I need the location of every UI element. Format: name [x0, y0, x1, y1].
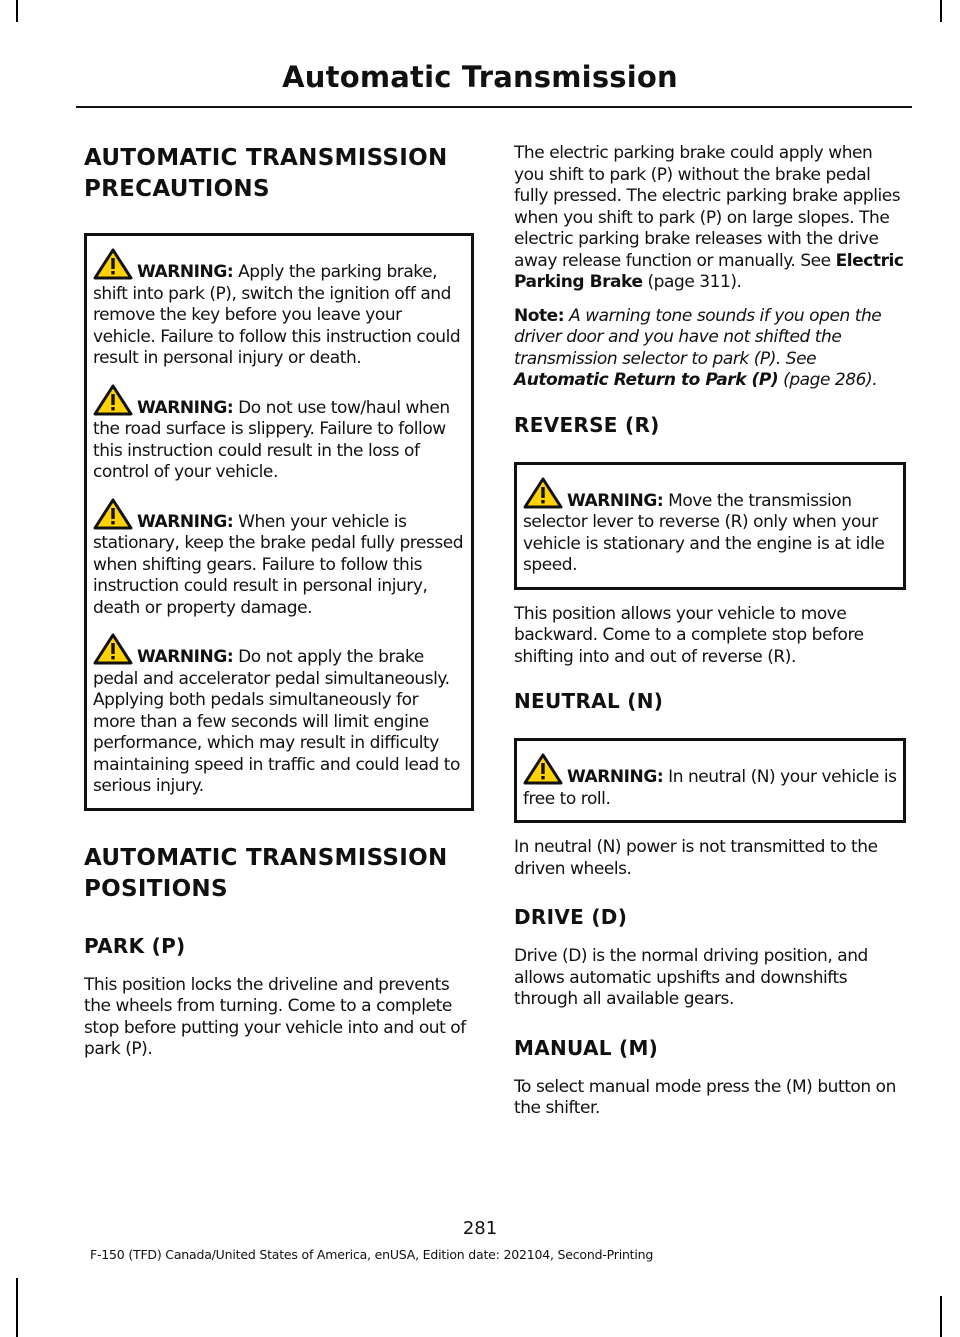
link-electric-parking-brake[interactable]: Electric Parking Brake: [514, 250, 904, 292]
warning-triangle-icon: [523, 477, 563, 509]
reverse-description: This position allows your vehicle to move backward. Come to a complete stop before shifting into and out of reverse (R).: [514, 603, 864, 667]
warning-triangle-icon: [93, 384, 133, 416]
note-label: Note:: [514, 305, 565, 326]
note-paragraph: [514, 306, 906, 392]
warning-triangle-icon: [523, 753, 563, 785]
subsection-title-neutral: NEUTRAL (N): [514, 689, 664, 713]
warning-label: WARNING:: [137, 262, 234, 282]
note-text: A warning tone sounds if you open the driver door and you have not shifted the transmission selector to park (P). See: [514, 305, 882, 369]
warning-text: Apply the parking brake, shift into park (P), switch the ignition off and remove the key before you leave your vehicle. Failure to follow this instruction could result in personal injury or death.: [93, 262, 461, 368]
warning-box-neutral: [514, 738, 906, 823]
subsection-title-park: PARK (P): [84, 933, 186, 958]
electric-parking-brake-paragraph: [514, 143, 906, 294]
warning-item: [93, 633, 465, 798]
warning-text: When your vehicle is stationary, keep the brake pedal fully pressed when shifting gears. Failure to follow this instruction could result in personal injury, death or property damage.: [93, 511, 464, 618]
neutral-description: In neutral (N) power is not transmitted to the driven wheels.: [514, 837, 878, 879]
edition-info: F-150 (TFD) Canada/United States of America, enUSA, Edition date: 202104, Second-Printing: [90, 1247, 654, 1262]
header-divider: [76, 106, 912, 108]
warning-label: WARNING:: [567, 767, 664, 787]
warning-box-precautions: [84, 233, 474, 811]
section-title-positions: AUTOMATIC TRANSMISSION POSITIONS: [84, 844, 448, 902]
crop-mark: [940, 0, 942, 22]
note-page-ref: (page 286).: [778, 370, 878, 390]
section-title-precautions: AUTOMATIC TRANSMISSION PRECAUTIONS: [84, 145, 448, 202]
left-column: [84, 143, 474, 1073]
epb-text: The electric parking brake could apply when you shift to park (P) without the brake pedal fully pressed. The electric parking brake applies when you shift to park (P) on large slopes. The electric parking brake releases with the drive away release function or manually. See: [514, 143, 901, 271]
park-description: This position locks the driveline and prevents the wheels from turning. Come to a complete stop before putting your vehicle into and out of park (P).: [84, 974, 466, 1059]
warning-triangle-icon: [93, 633, 133, 665]
warning-box-reverse: [514, 462, 906, 590]
warning-triangle-icon: [93, 498, 133, 530]
warning-label: WARNING:: [137, 647, 234, 667]
subsection-title-reverse: REVERSE (R): [514, 412, 660, 437]
warning-text: Move the transmission selector lever to reverse (R) only when your vehicle is stationary and the engine is at idle speed.: [523, 490, 885, 575]
right-column: [514, 143, 906, 1132]
subsection-title-manual: MANUAL (M): [514, 1035, 659, 1060]
warning-item: [523, 477, 897, 577]
warning-label: WARNING:: [137, 397, 234, 418]
drive-description: Drive (D) is the normal driving position, and allows automatic upshifts and downshifts through all available gears.: [514, 946, 868, 1009]
warning-text: Do not use tow/haul when the road surface is slippery. Failure to follow this instruction could result in the loss of control of your vehicle.: [93, 397, 450, 482]
warning-triangle-icon: [93, 248, 133, 280]
crop-mark: [16, 0, 18, 22]
page-number: 281: [462, 1218, 498, 1239]
warning-item: [93, 384, 465, 484]
manual-description: To select manual mode press the (M) button on the shifter.: [514, 1076, 896, 1118]
warning-label: WARNING:: [567, 490, 664, 511]
subsection-title-drive: DRIVE (D): [514, 905, 628, 929]
warning-text: Do not apply the brake pedal and accelerator pedal simultaneously. Applying both pedals simultaneously for more than a few seconds will limit engine performance, which may result in difficulty maintaining speed in traffic and could lead to serious injury.: [93, 647, 460, 796]
warning-text: In neutral (N) your vehicle is free to roll.: [523, 767, 897, 809]
crop-mark: [940, 1296, 942, 1337]
page-header-title: Automatic Transmission: [282, 60, 678, 94]
warning-item: [93, 248, 465, 370]
warning-label: WARNING:: [137, 511, 234, 532]
epb-page-ref: (page 311).: [642, 272, 742, 292]
crop-mark: [16, 1278, 18, 1337]
warning-item: [523, 753, 897, 810]
warning-item: [93, 498, 465, 620]
link-automatic-return-to-park[interactable]: Automatic Return to Park (P): [514, 370, 779, 390]
